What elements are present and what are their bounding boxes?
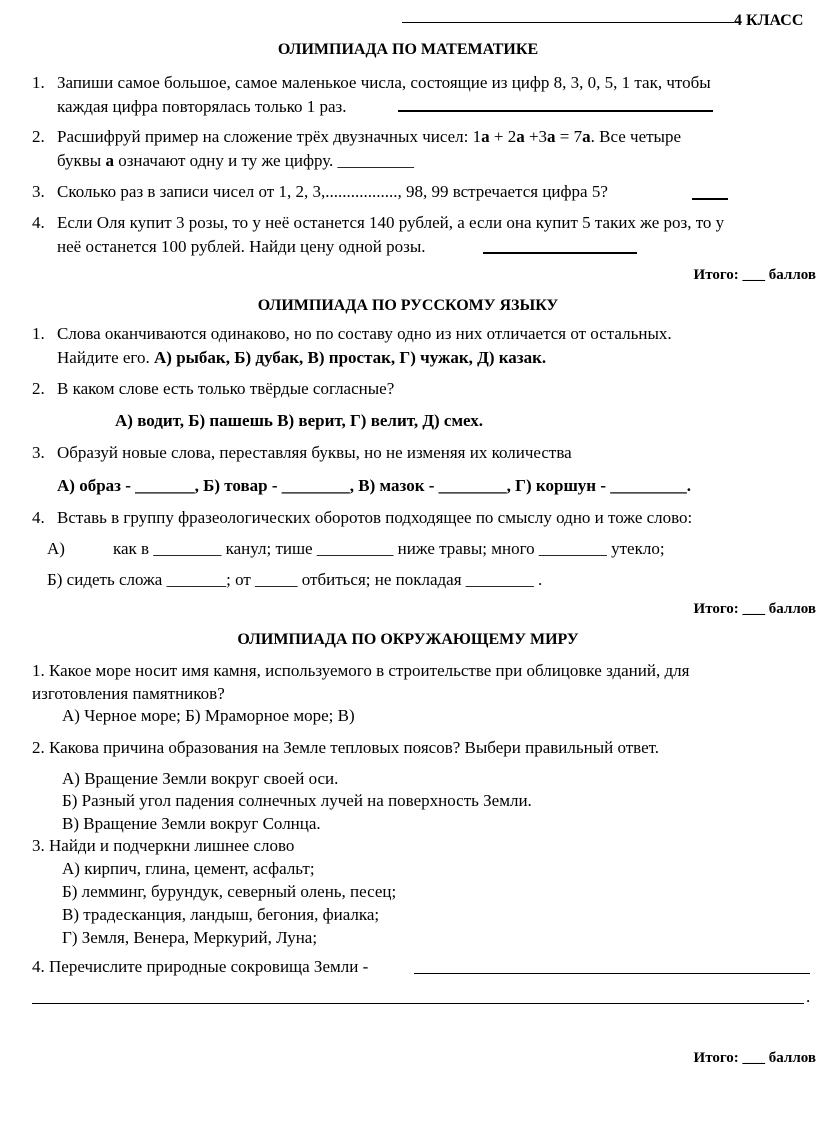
russian-q3-text: Образуй новые слова, переставляя буквы, но не изменяя их количества	[57, 443, 572, 462]
russian-total: Итого: ___ баллов	[693, 601, 816, 617]
math-q3-number: 3.	[32, 182, 45, 201]
russian-q4-a-text: как в ________ канул; тише _________ ниже травы; много ________ утекло;	[113, 539, 665, 558]
math-q2-number: 2.	[32, 127, 45, 146]
math-q4-answer-line[interactable]	[483, 252, 637, 254]
russian-q1-line1: Слова оканчиваются одинаково, но по составу одно из них отличается от остальных.	[57, 324, 672, 343]
world-q1-line1: 1. Какое море носит имя камня, используемого в строительстве при облицовке зданий, для	[32, 661, 690, 680]
math-q4-line1: Если Оля купит 3 розы, то у неё останется 140 рублей, а если она купит 5 таких же роз, то у	[57, 213, 725, 232]
world-q3-option-a: А) кирпич, глина, цемент, асфальт;	[62, 859, 315, 878]
grade-label: 4 КЛАСС	[734, 12, 804, 29]
math-title: ОЛИМПИАДА ПО МАТЕМАТИКЕ	[277, 41, 539, 58]
world-q1-line2: изготовления памятников?	[32, 684, 225, 703]
world-q2-option-a: А) Вращение Земли вокруг своей оси.	[62, 769, 339, 788]
math-q2-line2: буквы а означают одну и ту же цифру. _________	[57, 151, 415, 170]
world-q4-answer-line-2[interactable]	[32, 1003, 804, 1004]
math-q3-answer-line[interactable]	[692, 198, 728, 200]
world-q4-end-dot: .	[806, 987, 811, 1006]
math-q3-text: Сколько раз в записи чисел от 1, 2, 3,................., 98, 99 встречается цифра 5?	[57, 182, 608, 201]
math-q4-line2: неё останется 100 рублей. Найди цену одной розы.	[57, 237, 426, 256]
math-total: Итого: ___ баллов	[693, 267, 816, 283]
russian-q4-a-label: А)	[47, 539, 65, 558]
world-q2-text: 2. Какова причина образования на Земле тепловых поясов? Выбери правильный ответ.	[32, 738, 660, 757]
russian-q2-text: В каком слове есть только твёрдые согласные?	[57, 379, 395, 398]
math-q1-number: 1.	[32, 73, 45, 92]
russian-q3-number: 3.	[32, 443, 45, 462]
world-q4-answer-line-1[interactable]	[414, 973, 810, 974]
world-q4-text: 4. Перечислите природные сокровища Земли -	[32, 957, 369, 976]
world-total: Итого: ___ баллов	[693, 1050, 816, 1066]
math-q2-line1: Расшифруй пример на сложение трёх двузначных чисел: 1а + 2а +3а = 7а. Все четыре	[57, 127, 682, 146]
russian-q4-b-text: Б) сидеть сложа _______; от _____ отбиться; не покладая ________ .	[47, 570, 543, 589]
world-q1-options: А) Черное море; Б) Мраморное море; В)	[62, 706, 355, 725]
world-q2-option-b: Б) Разный угол падения солнечных лучей на поверхность Земли.	[62, 791, 532, 810]
russian-title: ОЛИМПИАДА ПО РУССКОМУ ЯЗЫКУ	[257, 297, 559, 314]
grade-header-line	[402, 22, 734, 23]
math-q1-line1: Запиши самое большое, самое маленькое числа, состоящие из цифр 8, 3, 0, 5, 1 так, чтобы	[57, 73, 711, 92]
russian-q3-options: А) образ - _______, Б) товар - ________, В) мазок - ________, Г) коршун - _________.	[57, 476, 691, 495]
world-q3-option-d: Г) Земля, Венера, Меркурий, Луна;	[62, 928, 318, 947]
world-q2-option-c: В) Вращение Земли вокруг Солнца.	[62, 814, 321, 833]
math-q4-number: 4.	[32, 213, 45, 232]
world-q3-option-b: Б) лемминг, бурундук, северный олень, песец;	[62, 882, 397, 901]
russian-q4-number: 4.	[32, 508, 45, 527]
russian-q2-options: А) водит, Б) пашешь В) верит, Г) велит, Д) смех.	[115, 411, 484, 430]
russian-q1-line2: Найдите его. А) рыбак, Б) дубак, В) простак, Г) чужак, Д) казак.	[57, 348, 547, 367]
math-q1-line2: каждая цифра повторялась только 1 раз.	[57, 97, 347, 116]
world-title: ОЛИМПИАДА ПО ОКРУЖАЮЩЕМУ МИРУ	[237, 631, 579, 648]
world-q3-option-c: В) традесканция, ландыш, бегония, фиалка;	[62, 905, 380, 924]
russian-q4-text: Вставь в группу фразеологических оборотов подходящее по смыслу одно и тоже слово:	[57, 508, 693, 527]
russian-q1-options: А) рыбак, Б) дубак, В) простак, Г) чужак, Д) казак.	[154, 348, 547, 367]
russian-q1-number: 1.	[32, 324, 45, 343]
math-q1-answer-line[interactable]	[398, 110, 713, 112]
russian-q2-number: 2.	[32, 379, 45, 398]
world-q3-text: 3. Найди и подчеркни лишнее слово	[32, 836, 295, 855]
